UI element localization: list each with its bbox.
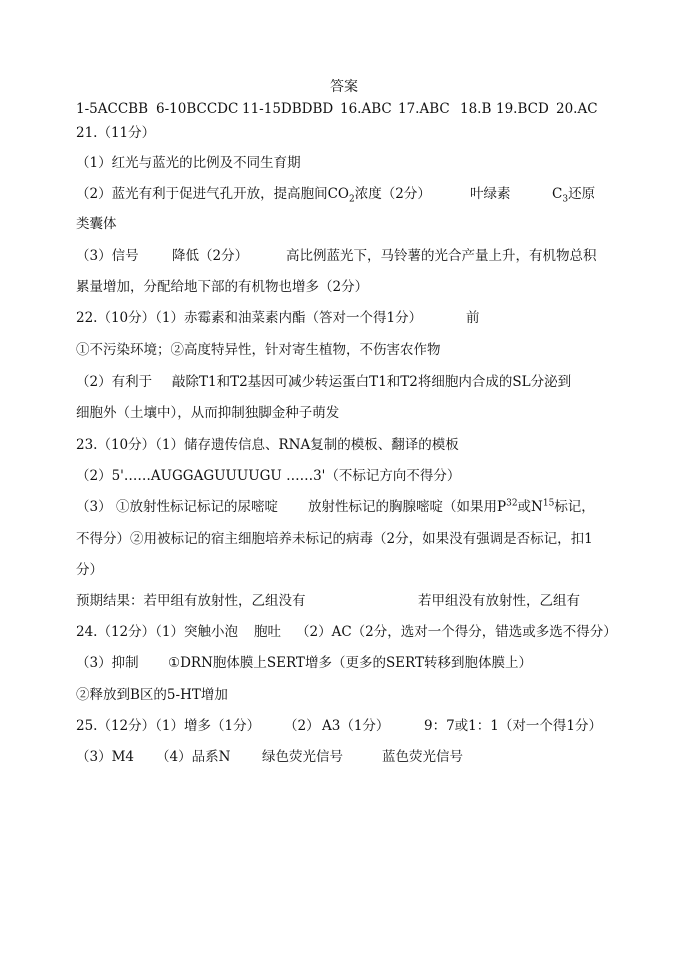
q21-part3-cont: 累量增加，分配给地下部的有机物也增多（2分） xyxy=(76,279,369,295)
q22-line4: 细胞外（土壤中），从而抑制独脚金种子萌发 xyxy=(76,405,340,421)
answer-group: 11-15DBDBD xyxy=(242,101,334,117)
q23-heading: 23.（10分）（1）储存遗传信息、RNA复制的模板、翻译的模板 xyxy=(76,437,459,453)
answer-group: 19.BCD xyxy=(496,101,549,117)
answer-group: 6-10BCCDC xyxy=(156,101,239,117)
q22-line2: ①不污染环境；②高度特异性，针对寄生植物，不伤害农作物 xyxy=(76,342,441,358)
page-title: 答案 xyxy=(330,79,358,95)
answer-group: 1-5ACCBB xyxy=(76,101,148,117)
answer-group: 17.ABC xyxy=(398,101,450,117)
q23-line2: （2）5'……AUGGAGUUUUGU ……3'（不标记方向不得分） xyxy=(76,468,461,484)
q24-line3: ②释放到B区的5-HT增加 xyxy=(76,687,228,703)
answer-group: 20.AC xyxy=(556,101,598,117)
q21-part2-cont: 类囊体 xyxy=(76,216,117,232)
q23-line5: 分） xyxy=(76,562,103,578)
answer-group: 16.ABC xyxy=(340,101,392,117)
q23-line4: 不得分）②用被标记的宿主细胞培养未标记的病毒（2分，如果没有强调是否标记，扣1 xyxy=(76,531,593,547)
q21-heading: 21.（11分） xyxy=(76,125,156,141)
answer-sheet-page: 答案 1-5ACCBB 6-10BCCDC 11-15DBDBD 16.ABC 17.ABC 18.B 19.BCD 20.AC 21.（11分） （1）红光与蓝光的比例及不同生育期 （2）蓝光有利于促进气孔开放，提高胞间$CO_2$浓度（2分） 叶绿素 $C_3$还原 类囊体 （3）信号 降低（2分） 高比例蓝光下，马铃薯的光合产量上升，有机物总积 累量增加，分配给地下部的有机物也增多（2分） 22.（10分）（1）赤霉素和油菜素内酯（答对一个得1分） 前 ①不污染环境；②高度特异性，针对寄生植物，不伤害农作物 （2）有利于 敲除T1和T2基因可减少转运蛋白T1和T2将细胞内合成的SL分泌到 细胞外（土壤中），从而抑制独脚金种子萌发 23.（10分）（1）储存遗传信息、RNA复制的模板、翻译的模板 （2）5'……AUGGAGUUUUGU ……3'（不标记方向不得分） （3） ①放射性标记标记的尿嘧啶 放射性标记的胸腺嘧啶（如果用$P^{32}$或$N^{15}$标记， 不得分）②用被标记的宿主细胞培养未标记的病毒（2分，如果没有强调是否标记，扣1 分） 预期结果：若甲组有放射性，乙组没有 若甲组没有放射性，乙组有 24.（12分）（1）突触小泡 胞吐 （2）AC（2分，选对一个得分，错选或多选不得分） （3）抑制 ①DRN胞体膜上SERT增多（更多的SERT转移到胞体膜上） ②释放到B区的5-HT增加 25.（12分）（1）增多（1分） （2） A3（1分） 9：7或1：1（对一个得1分） （3）M4 （4）品系N 绿色荧光信号 蓝色荧光信号 xyxy=(0,0,688,971)
answer-group: 18.B xyxy=(460,101,492,117)
q21-part1: （1）红光与蓝光的比例及不同生育期 xyxy=(76,155,301,171)
